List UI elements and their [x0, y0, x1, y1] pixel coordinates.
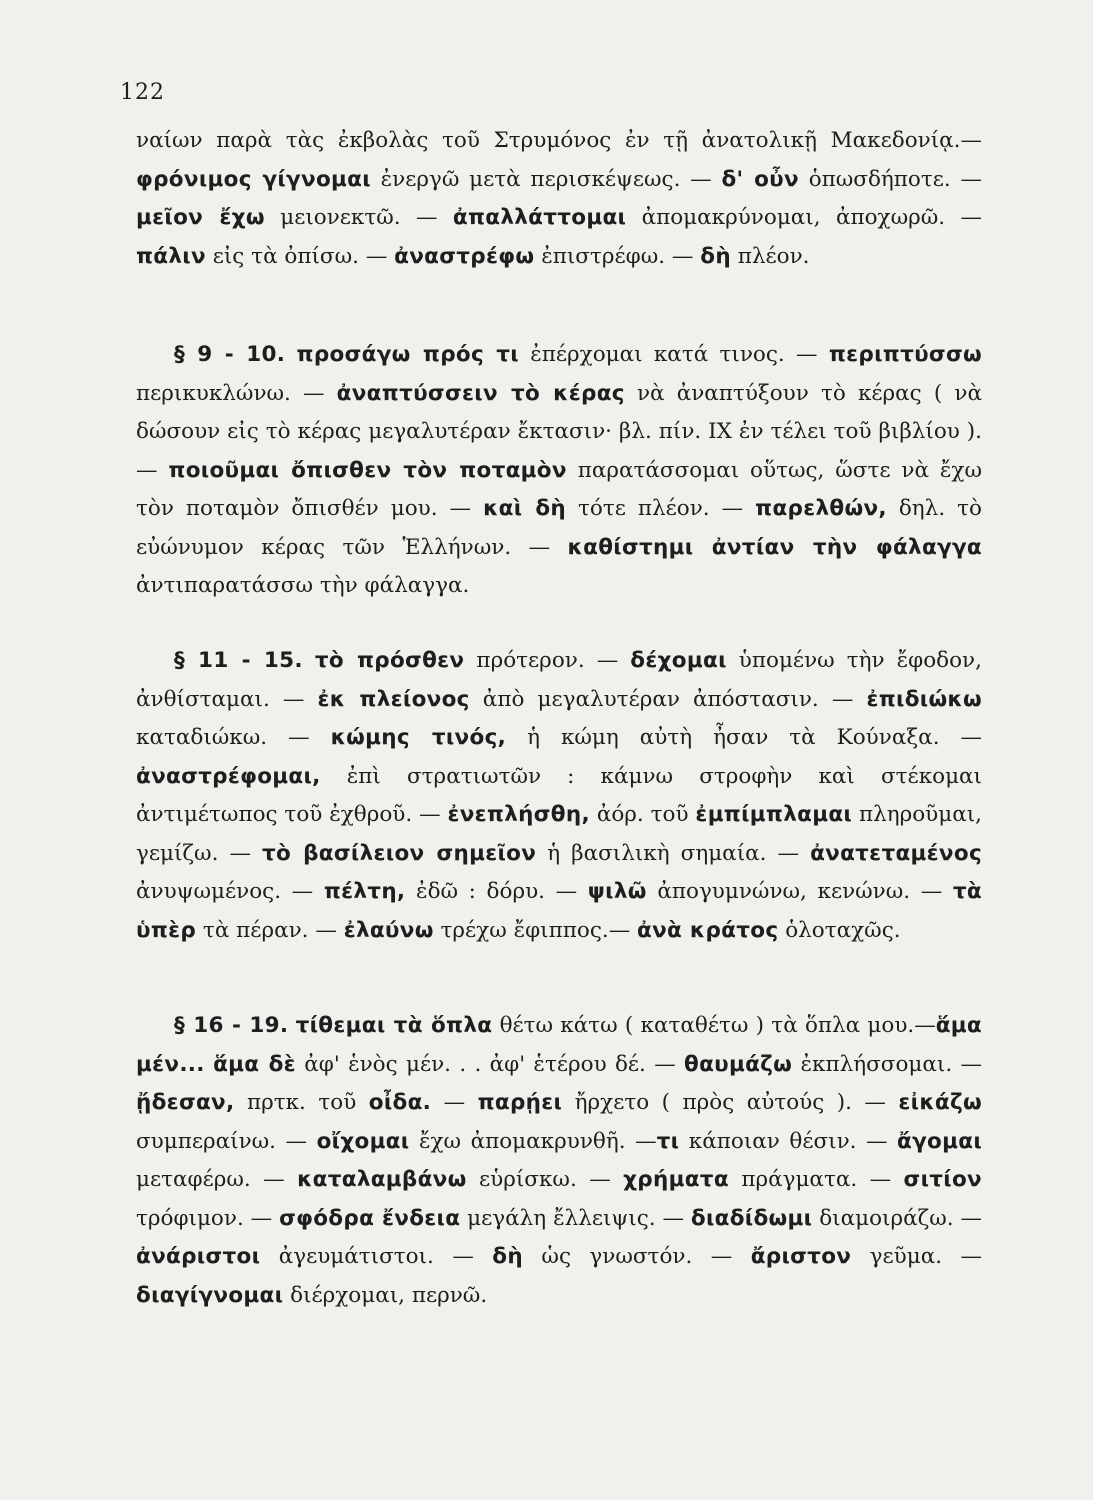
gloss-text: ὑπομένω τὴν ἔφοδον, ἀνθίσταμαι. —	[136, 648, 982, 712]
headword: ἐμπίμπλαμαι	[695, 802, 853, 827]
gloss-text: ἐπέρχομαι κατά τινος. —	[518, 342, 829, 367]
gloss-text: ἐπιστρέφω. —	[534, 243, 701, 269]
headword: ἀπαλλάττομαι	[452, 205, 627, 230]
headword: δὴ	[492, 1244, 523, 1269]
gloss-text	[303, 648, 315, 673]
headword: ποιοῦμαι ὄπισθεν τὸν ποταμὸν	[168, 457, 567, 483]
gloss-text: ἀπογυμνώνω, κενώνω. —	[646, 879, 953, 904]
gloss-text: παρατάσσομαι οὕτως, ὥστε νὰ ἔχω τὸν ποταμὸν ὄπισθέν μου. —	[136, 457, 982, 521]
gloss-text: πρτκ. τοῦ	[234, 1090, 369, 1115]
gloss-text: μεγάλη ἔλλειψις. —	[460, 1205, 691, 1231]
headword: τὸ πρόσθεν	[314, 648, 465, 673]
gloss-text: ἡ κώμη αὐτὴ ἦσαν τὰ Κούναξα. —	[506, 725, 983, 750]
headword: πάλιν	[136, 243, 206, 269]
gloss-text: μεταφέρω. —	[136, 1167, 298, 1192]
headword: ἄριστον	[750, 1244, 852, 1269]
gloss-text: πλέον.	[730, 243, 810, 269]
headword: χρήματα	[623, 1167, 729, 1192]
headword: § 11 - 15.	[174, 648, 303, 673]
gloss-text: ἀπὸ μεγαλυτέραν ἀπόστασιν. —	[469, 686, 867, 712]
headword: μεῖον ἔχω	[136, 205, 265, 230]
headword: δέχομαι	[630, 648, 727, 673]
headword: κώμης τινός,	[330, 725, 507, 750]
gloss-text: εὑρίσκω. —	[466, 1167, 624, 1192]
gloss-text: ὁπωσδήποτε. —	[798, 166, 982, 192]
headword: ψιλῶ	[587, 879, 647, 904]
gloss-text: περικυκλώνω. —	[136, 380, 337, 406]
gloss-text: ἡ βασιλικὴ σημαία. —	[536, 840, 811, 866]
headword: τὸ βασίλειον σημεῖον	[262, 840, 537, 866]
gloss-text: ἐπὶ στρατιωτῶν : κάμνω στροφὴν καὶ στέκομαι ἀντιμέτωπος τοῦ ἐχθροῦ. —	[136, 763, 982, 827]
paragraph-text	[136, 1007, 982, 1315]
headword: θαυμάζω	[684, 1051, 793, 1077]
gloss-text	[285, 342, 296, 367]
headword: παρῄει	[477, 1090, 563, 1115]
headword: τι	[656, 1128, 680, 1154]
headword: διαδίδωμι	[690, 1205, 813, 1231]
gloss-text: ἐδῶ : δόρυ. —	[405, 879, 588, 904]
gloss-text: ὡς γνωστόν. —	[522, 1244, 751, 1269]
headword: περιπτύσσω	[828, 342, 982, 367]
headword: ἅμα μέν...	[136, 1013, 982, 1077]
headword: ἅμα δὲ	[213, 1051, 296, 1077]
headword: ἐνεπλήσθη,	[447, 802, 590, 827]
gloss-text: ἐκπλήσσομαι. —	[792, 1051, 982, 1077]
gloss-text: ἀντιπαρατάσσω τὴν φάλαγγα.	[136, 573, 470, 598]
headword: καθίστημι ἀντίαν τὴν φάλαγγα	[567, 534, 982, 560]
headword: τὰ ὑπὲρ	[136, 879, 982, 943]
gloss-text: θέτω κάτω ( καταθέτω ) τὰ ὅπλα μου.—	[492, 1013, 936, 1038]
headword: καὶ δὴ	[483, 496, 567, 521]
gloss-text: πράγματα. —	[728, 1167, 904, 1192]
gloss-text: κάποιαν θέσιν. —	[679, 1128, 898, 1154]
gloss-text: ἀνυψωμένος. —	[136, 879, 324, 904]
gloss-text: ἀόρ. τοῦ	[589, 802, 696, 827]
paragraph-text	[136, 336, 982, 606]
gloss-text: τότε πλέον. —	[566, 496, 756, 521]
gloss-text: πληροῦμαι, γεμίζω. —	[136, 802, 982, 866]
gloss-text	[288, 1013, 295, 1038]
headword: ᾔδεσαν,	[136, 1090, 235, 1115]
gloss-text: συμπεραίνω. —	[136, 1128, 317, 1154]
headword: ἀναστρέφω	[394, 243, 535, 269]
gloss-text	[205, 1052, 213, 1077]
gloss-text: ἀγευμάτιστοι. —	[260, 1244, 493, 1269]
headword: σφόδρα ἔνδεια	[279, 1205, 461, 1231]
headword: ἄγομαι	[897, 1128, 983, 1154]
gloss-text: διαμοιράζω. —	[812, 1205, 983, 1231]
gloss-text: ἐνεργῶ μετὰ περισκέψεως. —	[370, 166, 722, 192]
headword: τίθεμαι τὰ ὅπλα	[295, 1013, 493, 1038]
page-number: 122	[120, 80, 165, 105]
glossary-paragraph-16-19	[136, 1007, 982, 1315]
headword: προσάγω πρός τι	[296, 342, 519, 367]
glossary-paragraph-11-15	[136, 642, 982, 950]
headword: δ' οὖν	[721, 166, 799, 192]
headword: ἐλαύνω	[343, 917, 434, 943]
glossary-paragraph-1	[136, 122, 982, 276]
headword: ἀνάριστοι	[136, 1244, 261, 1269]
headword: ἀνὰ κράτος	[637, 917, 779, 943]
headword: παρελθών,	[755, 496, 887, 521]
gloss-text: εἰς τὰ ὀπίσω. —	[205, 243, 395, 269]
gloss-text: τρέχω ἔφιππος.—	[433, 917, 638, 943]
gloss-text: τρόφιμον. —	[136, 1205, 280, 1231]
gloss-text: διέρχομαι, περνῶ.	[283, 1282, 488, 1308]
headword: ἀναπτύσσειν τὸ κέρας	[336, 380, 625, 406]
gloss-text: πρότερον. —	[464, 648, 631, 673]
glossary-paragraph-9-10	[136, 336, 982, 606]
gloss-text: ὁλοταχῶς.	[778, 917, 901, 943]
paragraph-text	[136, 642, 982, 950]
gloss-text: ἤρχετο ( πρὸς αὐτούς ). —	[562, 1090, 899, 1115]
headword: διαγίγνομαι	[136, 1282, 284, 1308]
gloss-text: καταδιώκω. —	[136, 725, 331, 750]
headword: § 16 - 19.	[174, 1013, 289, 1038]
gloss-text: γεῦμα. —	[851, 1244, 982, 1269]
headword: καταλαμβάνω	[297, 1167, 467, 1192]
headword: ἀναστρέφομαι,	[136, 763, 321, 789]
headword: οἶδα.	[368, 1090, 432, 1115]
headword: ἐκ πλείονος	[317, 686, 470, 712]
gloss-text: ἀφ' ἑνὸς μέν. . . ἀφ' ἑτέρου δέ. —	[295, 1051, 685, 1077]
gloss-text: μειονεκτῶ. —	[264, 205, 453, 230]
headword: πέλτη,	[323, 879, 406, 904]
paragraph-text	[136, 122, 982, 276]
headword: δὴ	[700, 243, 731, 269]
gloss-text: τὰ πέραν. —	[196, 917, 344, 943]
gloss-text: ἀπομακρύνομαι, ἀποχωρῶ. —	[626, 205, 982, 230]
gloss-text: ναίων παρὰ τὰς ἐκβολὰς τοῦ Στρυμόνος ἐν τῇ ἀνατολικῇ Μακεδονίᾳ.—	[136, 128, 982, 153]
headword: ἐπιδιώκω	[866, 686, 982, 712]
headword: εἰκάζω	[898, 1090, 982, 1115]
headword: οἴχομαι	[316, 1128, 410, 1154]
gloss-text: —	[431, 1090, 478, 1115]
headword: σιτίον	[903, 1167, 982, 1192]
gloss-text: νὰ ἀναπτύξουν τὸ κέρας ( νὰ δώσουν εἰς τὸ κέρας μεγαλυτέραν ἔκτασιν· βλ. πίν. IX ἐν τέλει τοῦ βιβλίου ). —	[136, 380, 982, 483]
gloss-text: δηλ. τὸ εὐώνυμον κέρας τῶν Ἑλλήνων. —	[136, 496, 982, 560]
headword: ἀνατεταμένος	[810, 840, 982, 866]
headword: φρόνιμος γίγνομαι	[136, 166, 371, 192]
gloss-text: ἔχω ἀπομακρυνθῆ. —	[409, 1128, 657, 1154]
headword: § 9 - 10.	[174, 342, 286, 367]
